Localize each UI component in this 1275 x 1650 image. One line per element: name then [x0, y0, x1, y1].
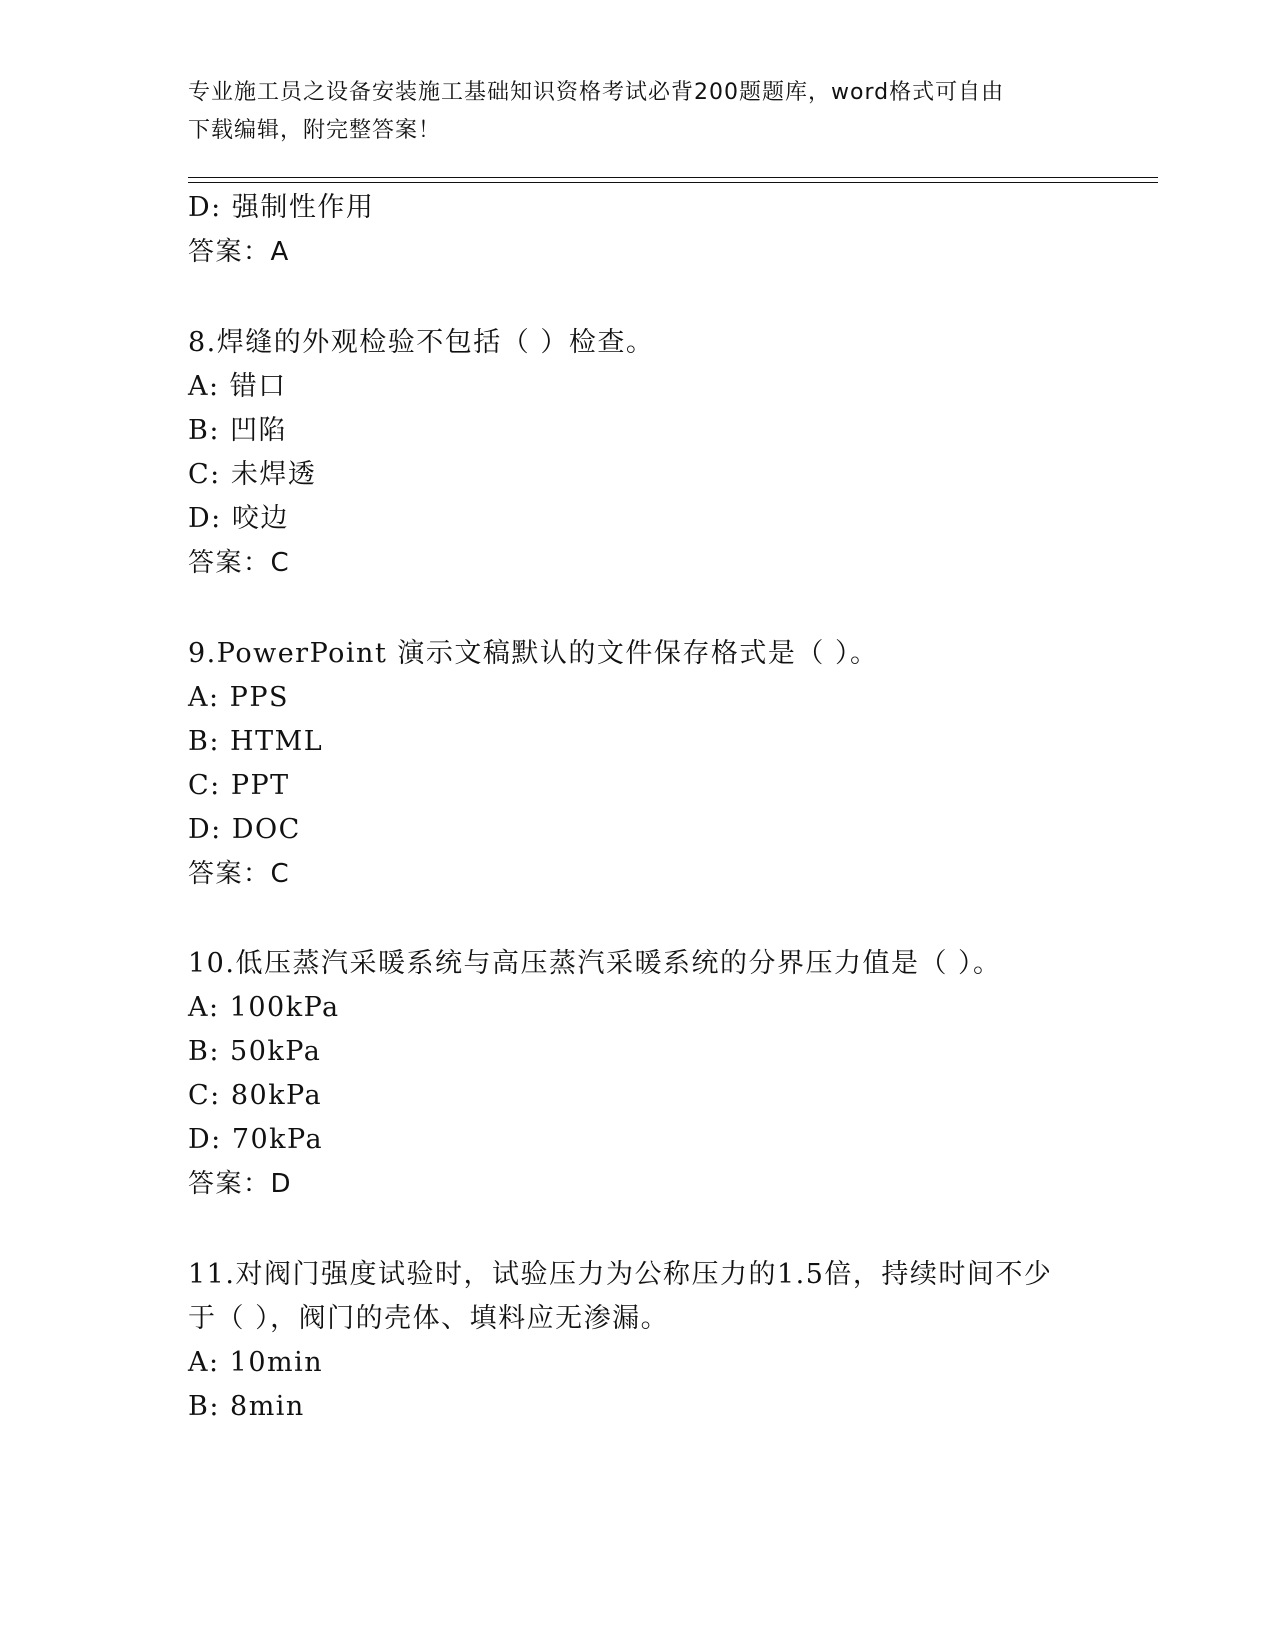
- q10-question: 10.低压蒸汽采暖系统与高压蒸汽采暖系统的分界压力值是（ ）。: [188, 948, 1002, 979]
- q9-answer: 答案：C: [188, 859, 291, 889]
- q8-question: 8.焊缝的外观检验不包括（ ）检查。: [188, 327, 655, 358]
- q10-option-a: A: 100kPa: [188, 992, 340, 1023]
- q10-option-c: C: 80kPa: [188, 1080, 323, 1111]
- q8-option-c: C: 未焊透: [188, 459, 317, 490]
- q11-question-line-1: 11.对阀门强度试验时，试验压力为公称压力的1.5倍，持续时间不少: [188, 1259, 1053, 1290]
- q8-answer: 答案：C: [188, 548, 291, 578]
- q8-option-b: B: 凹陷: [188, 415, 288, 446]
- q9-question: 9.PowerPoint 演示文稿默认的文件保存格式是（ ）。: [188, 638, 879, 669]
- header-divider-bottom: [188, 182, 1158, 183]
- q8-option-d: D: 咬边: [188, 503, 289, 534]
- q11-option-a: A: 10min: [188, 1347, 324, 1378]
- page-header: [188, 74, 1088, 150]
- q9-option-a: A: PPS: [188, 682, 290, 713]
- q10-option-d: D: 70kPa: [188, 1124, 324, 1155]
- q8-option-a: A: 错口: [188, 371, 287, 402]
- q9-option-d: D: DOC: [188, 814, 301, 845]
- header-divider-top: [188, 177, 1158, 178]
- q7-option-d: D: 强制性作用: [188, 192, 375, 223]
- q9-option-c: C: PPT: [188, 770, 290, 801]
- q7-answer: 答案：A: [188, 237, 290, 267]
- header-title-line-1: 专业施工员之设备安装施工基础知识资格考试必背200题题库，word格式可自由: [188, 80, 1005, 105]
- q10-answer: 答案：D: [188, 1169, 293, 1199]
- q10-option-b: B: 50kPa: [188, 1036, 322, 1067]
- q11-option-b: B: 8min: [188, 1391, 305, 1422]
- header-title-line-2: 下载编辑，附完整答案！: [188, 118, 442, 143]
- q11-question-line-2: 于（ ），阀门的壳体、填料应无渗漏。: [188, 1303, 670, 1334]
- q9-option-b: B: HTML: [188, 726, 324, 757]
